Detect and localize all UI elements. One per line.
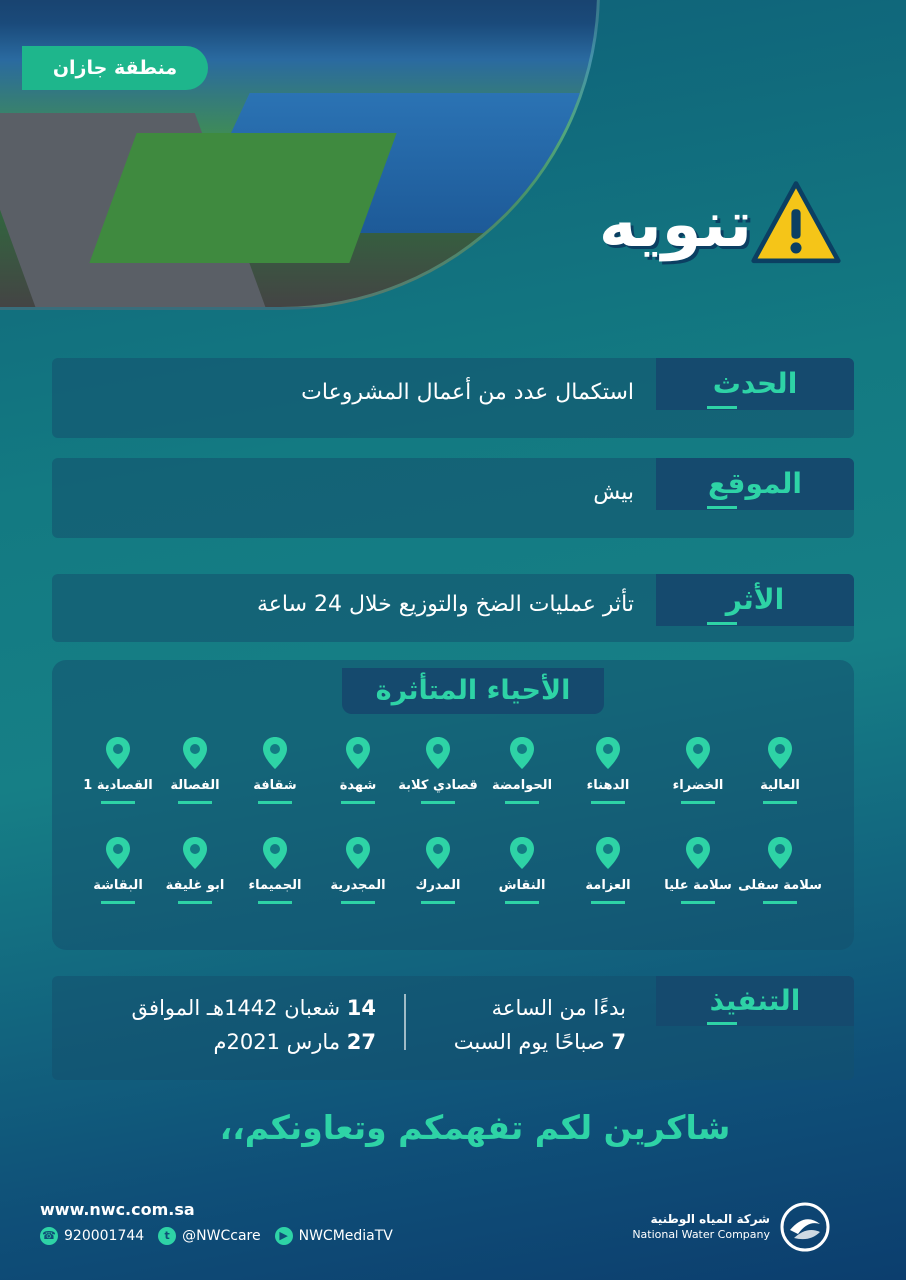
park-lawn (89, 133, 396, 263)
location-pin-icon (595, 736, 621, 770)
district-underline (101, 801, 135, 804)
location-pin-icon (262, 836, 288, 870)
location-row (52, 458, 854, 538)
location-pin-icon (595, 836, 621, 870)
nwc-logo-icon (780, 1202, 830, 1252)
district-underline (178, 801, 212, 804)
location-pin-icon (182, 736, 208, 770)
district-underline (421, 801, 455, 804)
location-value: بيش (593, 480, 634, 505)
district-name: شهدة (339, 778, 377, 793)
location-pin-icon (685, 836, 711, 870)
district-underline (421, 901, 455, 904)
website-link[interactable]: www.nwc.com.sa (40, 1200, 195, 1219)
district-name: البقاشة (93, 878, 143, 893)
districts-title: الأحياء المتأثرة (342, 668, 604, 714)
phone-number: 920001744 (64, 1228, 145, 1244)
event-row (52, 358, 854, 438)
district-item (650, 736, 746, 804)
logo-text (632, 1212, 770, 1242)
start-time-line2: 7 صباحًا يوم السبت (453, 1030, 626, 1054)
district-underline (505, 801, 539, 804)
district-name: الجميماء (248, 878, 302, 893)
location-pin-icon (345, 736, 371, 770)
title-text: تنويه (598, 188, 752, 262)
logo-english: National Water Company (632, 1228, 770, 1241)
district-item (70, 736, 166, 804)
location-pin-icon (425, 736, 451, 770)
location-pin-icon (105, 736, 131, 770)
youtube-icon: ▶ (275, 1227, 293, 1245)
district-underline (505, 901, 539, 904)
district-underline (101, 901, 135, 904)
location-pin-icon (509, 736, 535, 770)
district-item (310, 736, 406, 804)
district-item (560, 836, 656, 904)
affected-districts-panel (52, 660, 854, 950)
district-item (732, 836, 828, 904)
district-name: القصادية 1 (83, 778, 153, 793)
impact-label: الأثر (656, 574, 854, 626)
district-item (650, 836, 746, 904)
youtube-channel: NWCMediaTV (298, 1228, 393, 1244)
district-underline (763, 901, 797, 904)
district-underline (341, 801, 375, 804)
district-underline (258, 901, 292, 904)
district-name: الخضراء (672, 778, 724, 793)
warning-icon (750, 178, 842, 270)
location-pin-icon (767, 736, 793, 770)
district-name: الحوامضة (491, 778, 553, 793)
district-name: سلامة سفلى (738, 878, 822, 893)
start-time-line1: بدءًا من الساعة (491, 996, 626, 1020)
district-name: ابو غليفة (165, 878, 225, 893)
location-pin-icon (685, 736, 711, 770)
district-name: قصادي كلابة (398, 778, 478, 793)
district-name: الدهناء (586, 778, 630, 793)
thanks-message (0, 1108, 906, 1147)
event-label-underline (707, 406, 737, 409)
execution-label: التنفيذ (656, 976, 854, 1026)
district-item (310, 836, 406, 904)
district-name: سلامة عليا (664, 878, 732, 893)
impact-value: تأثر عمليات الضخ والتوزيع خلال 24 ساعة (256, 592, 634, 617)
district-item (70, 836, 166, 904)
location-pin-icon (767, 836, 793, 870)
event-value: استكمال عدد من أعمال المشروعات (301, 380, 634, 405)
phone-contact[interactable] (40, 1227, 144, 1245)
location-pin-icon (182, 836, 208, 870)
location-pin-icon (425, 836, 451, 870)
footer-contacts (40, 1200, 393, 1245)
location-label-underline (707, 506, 737, 509)
notice-title (542, 178, 842, 288)
district-item (474, 836, 570, 904)
district-underline (591, 901, 625, 904)
district-underline (258, 801, 292, 804)
district-name: العالية (760, 778, 800, 793)
district-item (732, 736, 828, 804)
date-line2: 27 مارس 2021م (213, 1030, 376, 1054)
district-item (474, 736, 570, 804)
district-name: المدرك (415, 878, 461, 893)
thanks-text: شاكرين لكم تفهمكم وتعاونكم،، (219, 1108, 731, 1147)
logo-arabic: شركة المياه الوطنية (650, 1212, 770, 1226)
twitter-contact[interactable] (158, 1227, 260, 1245)
twitter-icon: t (158, 1227, 176, 1245)
district-underline (178, 901, 212, 904)
phone-icon: ☎ (40, 1227, 58, 1245)
date-line1: 14 شعبان 1442هـ الموافق (131, 996, 376, 1020)
twitter-handle: @NWCcare (182, 1228, 261, 1244)
location-label: الموقع (656, 458, 854, 510)
district-underline (341, 901, 375, 904)
district-underline (591, 801, 625, 804)
impact-label-underline (707, 622, 737, 625)
region-badge: منطقة جازان (22, 46, 208, 90)
district-underline (681, 801, 715, 804)
location-pin-icon (262, 736, 288, 770)
district-name: النقاش (498, 878, 546, 893)
district-underline (763, 801, 797, 804)
execution-divider (404, 994, 406, 1050)
youtube-contact[interactable] (275, 1227, 393, 1245)
impact-row (52, 574, 854, 642)
district-name: المجدرية (330, 878, 386, 893)
event-label: الحدث (656, 358, 854, 410)
location-pin-icon (105, 836, 131, 870)
nwc-logo (632, 1202, 830, 1252)
district-name: الفصالة (170, 778, 220, 793)
district-name: شقافة (253, 778, 297, 793)
district-underline (681, 901, 715, 904)
district-name: العزامة (585, 878, 631, 893)
district-item (560, 736, 656, 804)
execution-label-underline (707, 1022, 737, 1025)
execution-row (52, 976, 854, 1080)
location-pin-icon (509, 836, 535, 870)
location-pin-icon (345, 836, 371, 870)
